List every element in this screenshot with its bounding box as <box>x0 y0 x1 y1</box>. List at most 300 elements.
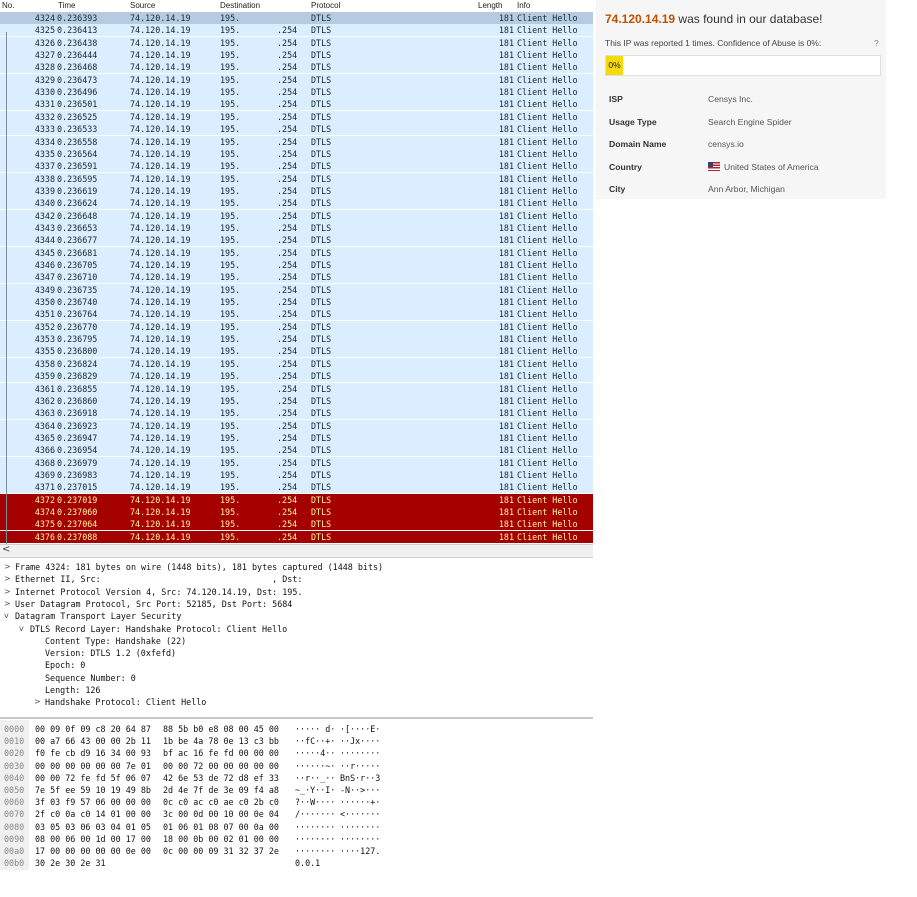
packet-cell-src: 74.120.14.19 <box>130 50 191 61</box>
packet-cell-len: 181 <box>498 37 514 48</box>
packet-row[interactable] <box>0 518 593 530</box>
packet-cell-len: 181 <box>498 383 514 394</box>
column-header-destination[interactable]: Destination <box>220 1 261 10</box>
packet-cell-proto: DTLS <box>311 235 332 246</box>
packet-cell-src: 74.120.14.19 <box>130 185 191 196</box>
column-header-info[interactable]: Info <box>517 1 531 10</box>
packet-cell-len: 181 <box>498 432 514 443</box>
packet-cell-info: Client Hello <box>517 198 578 209</box>
detail-tree-item[interactable] <box>0 647 593 659</box>
packet-row[interactable] <box>0 173 593 185</box>
detail-tree-item[interactable] <box>0 610 593 622</box>
hex-dump-hex1: 00 a7 66 43 00 00 2b 11 <box>35 736 151 747</box>
collapse-arrow-icon[interactable]: > <box>4 598 11 608</box>
expand-arrow-icon[interactable]: v <box>19 623 24 633</box>
packet-cell-info: Client Hello <box>517 420 578 431</box>
packet-cell-len: 181 <box>498 321 514 332</box>
packet-cell-time: 0.236764 <box>57 309 98 320</box>
packet-cell-len: 181 <box>498 309 514 320</box>
packet-cell-time: 0.237088 <box>57 531 98 542</box>
hex-dump-row[interactable] <box>0 821 593 833</box>
packet-cell-dst2: .254 <box>277 198 298 209</box>
packet-cell-dst: 195. <box>220 482 241 493</box>
hex-dump-row[interactable] <box>0 735 593 747</box>
packet-cell-len: 181 <box>498 210 514 221</box>
hex-dump-hex2: 42 6e 53 de 72 d8 ef 33 <box>163 772 279 783</box>
scroll-left-icon[interactable]: < <box>2 544 11 555</box>
packet-cell-dst: 195. <box>220 185 241 196</box>
packet-cell-dst: 195. <box>220 371 241 382</box>
detail-tree-item[interactable] <box>0 684 593 696</box>
packet-cell-dst: 195. <box>220 37 241 48</box>
abuse-detail-row <box>605 182 880 196</box>
packet-cell-no: 4350 <box>34 297 55 308</box>
column-header-source[interactable]: Source <box>130 1 156 10</box>
detail-tree-item[interactable] <box>0 623 593 635</box>
hex-dump-off: 0000 <box>4 724 25 734</box>
packet-cell-src: 74.120.14.19 <box>130 235 191 246</box>
packet-row[interactable] <box>0 148 593 160</box>
packet-cell-proto: DTLS <box>311 383 332 394</box>
packet-row[interactable] <box>0 407 593 419</box>
packet-cell-dst: 195. <box>220 62 241 73</box>
packet-cell-time: 0.236591 <box>57 161 98 172</box>
packet-cell-info: Client Hello <box>517 383 578 394</box>
packet-cell-dst: 195. <box>220 111 241 122</box>
hex-dump-asc1: ········ <box>295 821 336 832</box>
packet-cell-dst: 195. <box>220 13 241 23</box>
packet-cell-len: 181 <box>498 408 514 419</box>
collapse-arrow-icon[interactable]: > <box>4 574 11 584</box>
packet-cell-dst2: .254 <box>277 284 298 295</box>
packet-cell-info: Client Hello <box>517 50 578 61</box>
packet-cell-dst2: .254 <box>277 358 298 369</box>
packet-cell-src: 74.120.14.19 <box>130 260 191 270</box>
packet-cell-no: 4335 <box>34 148 55 159</box>
detail-text: Epoch: 0 <box>45 660 86 671</box>
packet-cell-proto: DTLS <box>311 173 332 184</box>
packet-cell-proto: DTLS <box>311 272 332 283</box>
hex-dump-hex2: 2d 4e 7f de 3e 09 f4 a8 <box>163 785 279 795</box>
packet-cell-dst2: .254 <box>277 235 298 246</box>
hex-dump-hex2: 88 5b b0 e8 08 00 45 00 <box>163 724 279 734</box>
packet-cell-proto: DTLS <box>311 198 332 209</box>
packet-cell-dst2: .254 <box>277 210 298 221</box>
packet-cell-len: 181 <box>498 136 514 147</box>
abuse-detail-value <box>708 137 744 151</box>
packet-cell-info: Client Hello <box>517 284 578 295</box>
hex-dump-asc2: -N··>··· <box>340 785 381 795</box>
packet-row[interactable] <box>0 12 593 24</box>
packet-cell-time: 0.236855 <box>57 383 98 394</box>
packet-cell-len: 181 <box>498 519 514 530</box>
packet-cell-proto: DTLS <box>311 519 332 530</box>
packet-list[interactable] <box>0 12 593 544</box>
packet-cell-dst2: .254 <box>277 272 298 283</box>
packet-cell-dst: 195. <box>220 395 241 406</box>
packet-row[interactable] <box>0 531 593 543</box>
packet-row[interactable] <box>0 222 593 234</box>
packet-cell-time: 0.236525 <box>57 111 98 122</box>
detail-tree-item[interactable] <box>0 586 593 598</box>
packet-cell-dst2: .254 <box>277 62 298 73</box>
packet-row[interactable] <box>0 358 593 370</box>
packet-cell-proto: DTLS <box>311 99 332 110</box>
hex-dump-row[interactable] <box>0 723 593 735</box>
packet-cell-no: 4346 <box>34 260 55 270</box>
column-header-protocol[interactable]: Protocol <box>311 1 341 10</box>
packet-row[interactable] <box>0 136 593 148</box>
packet-cell-len: 181 <box>498 346 514 357</box>
packet-cell-proto: DTLS <box>311 469 332 480</box>
packet-cell-time: 0.236829 <box>57 371 98 382</box>
packet-row[interactable] <box>0 160 593 172</box>
packet-cell-info: Client Hello <box>517 408 578 419</box>
packet-cell-len: 181 <box>498 371 514 382</box>
abuse-result-title <box>605 12 823 26</box>
packet-cell-dst2: .254 <box>277 519 298 530</box>
packet-cell-time: 0.236824 <box>57 358 98 369</box>
packet-cell-dst2: .254 <box>277 383 298 394</box>
packet-cell-src: 74.120.14.19 <box>130 99 191 110</box>
packet-cell-proto: DTLS <box>311 494 332 505</box>
packet-cell-no: 4332 <box>34 111 55 122</box>
help-icon[interactable]: ? <box>874 38 879 48</box>
packet-cell-proto: DTLS <box>311 111 332 122</box>
packet-cell-src: 74.120.14.19 <box>130 531 191 542</box>
packet-cell-src: 74.120.14.19 <box>130 198 191 209</box>
packet-row[interactable] <box>0 444 593 456</box>
packet-cell-src: 74.120.14.19 <box>130 13 191 23</box>
packet-cell-dst: 195. <box>220 173 241 184</box>
hex-dump-hex2: 3c 00 0d 00 10 00 0e 04 <box>163 809 279 820</box>
packet-cell-info: Client Hello <box>517 469 578 480</box>
abuse-detail-label: Country <box>609 161 642 172</box>
packet-cell-no: 4327 <box>34 50 55 61</box>
packet-row[interactable] <box>0 234 593 246</box>
abuse-detail-value <box>708 115 792 129</box>
packet-cell-src: 74.120.14.19 <box>130 284 191 295</box>
packet-cell-len: 181 <box>498 482 514 493</box>
packet-row[interactable] <box>0 259 593 271</box>
hex-dump-row[interactable] <box>0 857 593 869</box>
detail-tree-item[interactable] <box>0 561 593 573</box>
packet-cell-no: 4334 <box>34 136 55 147</box>
packet-row[interactable] <box>0 370 593 382</box>
packet-row[interactable] <box>0 308 593 320</box>
packet-cell-src: 74.120.14.19 <box>130 519 191 530</box>
packet-cell-dst: 195. <box>220 284 241 295</box>
pane-divider[interactable] <box>0 717 593 719</box>
packet-cell-time: 0.236860 <box>57 395 98 406</box>
hex-dump-row[interactable] <box>0 772 593 784</box>
packet-row[interactable] <box>0 506 593 518</box>
packet-row[interactable] <box>0 210 593 222</box>
packet-cell-len: 181 <box>498 457 514 468</box>
packet-details-pane[interactable] <box>0 561 593 711</box>
packet-row[interactable] <box>0 296 593 308</box>
confidence-bar-fill: 0% <box>606 56 623 75</box>
hex-dump-row[interactable] <box>0 833 593 845</box>
hex-dump-off: 0080 <box>4 821 25 832</box>
packet-row[interactable] <box>0 383 593 395</box>
packet-cell-info: Client Hello <box>517 445 578 456</box>
column-header-no[interactable]: No. <box>2 1 15 10</box>
packet-cell-dst: 195. <box>220 408 241 419</box>
packet-cell-dst2: .254 <box>277 25 298 36</box>
packet-cell-len: 181 <box>498 272 514 283</box>
detail-tree-item[interactable] <box>0 573 593 585</box>
packet-cell-src: 74.120.14.19 <box>130 445 191 456</box>
packet-cell-len: 181 <box>498 198 514 209</box>
detail-tree-item[interactable] <box>0 696 593 708</box>
packet-cell-time: 0.237060 <box>57 507 98 517</box>
packet-cell-info: Client Hello <box>517 432 578 443</box>
packet-row[interactable] <box>0 271 593 283</box>
packet-cell-dst2: .254 <box>277 148 298 159</box>
packet-row[interactable] <box>0 123 593 135</box>
packet-cell-dst: 195. <box>220 272 241 283</box>
packet-row[interactable] <box>0 197 593 209</box>
packet-cell-dst: 195. <box>220 247 241 258</box>
packet-cell-no: 4362 <box>34 395 55 406</box>
packet-cell-dst2: .254 <box>277 50 298 61</box>
horizontal-scrollbar[interactable] <box>0 544 593 558</box>
packet-cell-time: 0.236564 <box>57 148 98 159</box>
packet-cell-time: 0.236954 <box>57 445 98 456</box>
packet-cell-dst: 195. <box>220 297 241 308</box>
hex-dump-off: 0060 <box>4 797 25 808</box>
hex-dump-asc1: ········ <box>295 833 336 844</box>
packet-row[interactable] <box>0 469 593 481</box>
hex-dump-asc2: ········ <box>340 821 381 832</box>
packet-cell-len: 181 <box>498 334 514 345</box>
packet-cell-src: 74.120.14.19 <box>130 87 191 98</box>
packet-row[interactable] <box>0 185 593 197</box>
abuse-found-text: was found in our database! <box>675 12 823 26</box>
hex-dump-off: 0090 <box>4 833 25 844</box>
packet-cell-proto: DTLS <box>311 25 332 36</box>
packet-cell-no: 4337 <box>34 161 55 172</box>
packet-cell-time: 0.236496 <box>57 87 98 98</box>
packet-cell-dst2: .254 <box>277 87 298 98</box>
packet-cell-time: 0.236923 <box>57 420 98 431</box>
packet-row[interactable] <box>0 98 593 110</box>
packet-row[interactable] <box>0 284 593 296</box>
detail-text: Frame 4324: 181 bytes on wire (1448 bits), 181 bytes captured (1448 bits) <box>15 562 384 572</box>
packet-cell-dst: 195. <box>220 519 241 530</box>
hex-dump-hex1: 7e 5f ee 59 10 19 49 8b <box>35 785 151 795</box>
packet-cell-len: 181 <box>498 161 514 172</box>
packet-cell-dst: 195. <box>220 507 241 517</box>
packet-row[interactable] <box>0 457 593 469</box>
packet-cell-len: 181 <box>498 297 514 308</box>
packet-cell-dst: 195. <box>220 148 241 159</box>
packet-cell-len: 181 <box>498 185 514 196</box>
packet-row[interactable] <box>0 49 593 61</box>
packet-row[interactable] <box>0 494 593 506</box>
packet-cell-dst: 195. <box>220 74 241 85</box>
packet-cell-dst: 195. <box>220 432 241 443</box>
packet-cell-info: Client Hello <box>517 457 578 468</box>
packet-cell-time: 0.236947 <box>57 432 98 443</box>
packet-cell-dst2: .254 <box>277 334 298 345</box>
packet-row[interactable] <box>0 111 593 123</box>
packet-row[interactable] <box>0 247 593 259</box>
hex-dump-hex2: 18 00 0b 00 02 01 00 00 <box>163 833 279 844</box>
hex-dump-hex1: 08 00 06 00 1d 00 17 00 <box>35 833 151 844</box>
packet-bytes-pane[interactable] <box>0 720 593 870</box>
packet-cell-no: 4344 <box>34 235 55 246</box>
packet-cell-proto: DTLS <box>311 247 332 258</box>
packet-cell-len: 181 <box>498 111 514 122</box>
packet-row[interactable] <box>0 24 593 36</box>
packet-cell-no: 4358 <box>34 358 55 369</box>
expand-arrow-icon[interactable]: v <box>4 611 9 621</box>
abuse-ip-address[interactable]: 74.120.14.19 <box>605 12 676 26</box>
packet-cell-time: 0.236619 <box>57 185 98 196</box>
collapse-arrow-icon[interactable]: > <box>4 586 11 596</box>
packet-cell-info: Client Hello <box>517 494 578 505</box>
hex-dump-asc2: ··r····· <box>340 760 381 771</box>
hex-dump-off: 0040 <box>4 772 25 783</box>
packet-cell-proto: DTLS <box>311 395 332 406</box>
packet-cell-src: 74.120.14.19 <box>130 111 191 122</box>
packet-cell-dst2: .254 <box>277 371 298 382</box>
packet-cell-no: 4366 <box>34 445 55 456</box>
packet-cell-time: 0.236624 <box>57 198 98 209</box>
hex-dump-asc1: ····· d· <box>295 724 336 734</box>
packet-cell-dst2: .254 <box>277 420 298 431</box>
packet-cell-len: 181 <box>498 50 514 61</box>
packet-row[interactable] <box>0 37 593 49</box>
packet-cell-proto: DTLS <box>311 482 332 493</box>
hex-dump-off: 0070 <box>4 809 25 820</box>
detail-tree-item[interactable] <box>0 635 593 647</box>
packet-cell-info: Client Hello <box>517 136 578 147</box>
packet-cell-info: Client Hello <box>517 260 578 270</box>
packet-cell-info: Client Hello <box>517 111 578 122</box>
packet-cell-dst2: .254 <box>277 321 298 332</box>
hex-dump-row[interactable] <box>0 784 593 796</box>
abuse-report-summary: This IP was reported 1 times. Confidence of Abuse is 0%: <box>605 38 822 48</box>
hex-dump-row[interactable] <box>0 796 593 808</box>
packet-cell-src: 74.120.14.19 <box>130 297 191 308</box>
hex-dump-hex1: 2f c0 0a c0 14 01 00 00 <box>35 809 151 820</box>
packet-row[interactable] <box>0 395 593 407</box>
packet-cell-dst: 195. <box>220 198 241 209</box>
hex-dump-hex1: 3f 03 f9 57 06 00 00 00 <box>35 797 151 808</box>
packet-row[interactable] <box>0 345 593 357</box>
packet-row[interactable] <box>0 333 593 345</box>
packet-row[interactable] <box>0 432 593 444</box>
packet-row[interactable] <box>0 481 593 493</box>
confidence-bar <box>605 55 881 76</box>
hex-dump-asc1: ·····4·· <box>295 748 336 759</box>
packet-cell-src: 74.120.14.19 <box>130 272 191 283</box>
packet-cell-dst2: .254 <box>277 37 298 48</box>
packet-cell-info: Client Hello <box>517 334 578 345</box>
packet-row[interactable] <box>0 74 593 86</box>
packet-cell-len: 181 <box>498 469 514 480</box>
hex-dump-hex2: 01 06 01 08 07 00 0a 00 <box>163 821 279 832</box>
packet-cell-src: 74.120.14.19 <box>130 408 191 419</box>
abuse-detail-value-text: Search Engine Spider <box>708 116 792 127</box>
hex-dump-hex1: 00 09 0f 09 c8 20 64 87 <box>35 724 151 734</box>
packet-cell-proto: DTLS <box>311 507 332 517</box>
packet-cell-src: 74.120.14.19 <box>130 432 191 443</box>
packet-cell-dst2: .254 <box>277 346 298 357</box>
hex-dump-row[interactable] <box>0 808 593 820</box>
collapse-arrow-icon[interactable]: > <box>34 697 41 707</box>
packet-cell-src: 74.120.14.19 <box>130 321 191 332</box>
detail-text: Length: 126 <box>45 685 101 695</box>
column-header-time[interactable]: Time <box>58 1 76 10</box>
detail-text: Internet Protocol Version 4, Src: 74.120.14.19, Dst: 195. <box>15 586 303 597</box>
packet-cell-dst: 195. <box>220 358 241 369</box>
packet-cell-len: 181 <box>498 531 514 542</box>
packet-cell-time: 0.236653 <box>57 222 98 233</box>
packet-row[interactable] <box>0 61 593 73</box>
packet-cell-info: Client Hello <box>517 124 578 135</box>
packet-cell-info: Client Hello <box>517 321 578 332</box>
detail-tree-item[interactable] <box>0 672 593 684</box>
packet-cell-src: 74.120.14.19 <box>130 383 191 394</box>
packet-cell-info: Client Hello <box>517 531 578 542</box>
collapse-arrow-icon[interactable]: > <box>4 562 11 571</box>
hex-dump-hex1: f0 fe cb d9 16 34 00 93 <box>35 748 151 759</box>
packet-cell-dst2: .254 <box>277 111 298 122</box>
packet-cell-info: Client Hello <box>517 507 578 517</box>
abuse-detail-row <box>605 92 880 106</box>
packet-cell-dst2: .254 <box>277 309 298 320</box>
hex-dump-hex2: 0c c0 ac c0 ae c0 2b c0 <box>163 797 279 808</box>
packet-row[interactable] <box>0 321 593 333</box>
packet-cell-dst: 195. <box>220 210 241 221</box>
packet-cell-src: 74.120.14.19 <box>130 148 191 159</box>
hex-dump-row[interactable] <box>0 760 593 772</box>
packet-cell-time: 0.236558 <box>57 136 98 147</box>
hex-dump-row[interactable] <box>0 747 593 759</box>
packet-row[interactable] <box>0 420 593 432</box>
packet-cell-src: 74.120.14.19 <box>130 309 191 320</box>
abuse-detail-label: Domain Name <box>609 139 667 149</box>
packet-cell-dst2: .254 <box>277 469 298 480</box>
packet-cell-dst: 195. <box>220 260 241 270</box>
hex-dump-asc2: ······+· <box>340 797 381 808</box>
abuseipdb-panel <box>596 0 886 199</box>
packet-cell-proto: DTLS <box>311 62 332 73</box>
packet-cell-src: 74.120.14.19 <box>130 136 191 147</box>
packet-cell-dst: 195. <box>220 469 241 480</box>
detail-tree-item[interactable] <box>0 598 593 610</box>
packet-cell-src: 74.120.14.19 <box>130 210 191 221</box>
packet-cell-info: Client Hello <box>517 346 578 357</box>
packet-cell-src: 74.120.14.19 <box>130 334 191 345</box>
packet-cell-len: 181 <box>498 222 514 233</box>
packet-cell-info: Client Hello <box>517 37 578 48</box>
packet-cell-time: 0.236681 <box>57 247 98 258</box>
packet-row[interactable] <box>0 86 593 98</box>
packet-cell-no: 4328 <box>34 62 55 73</box>
hex-dump-row[interactable] <box>0 845 593 857</box>
packet-cell-time: 0.236979 <box>57 457 98 468</box>
packet-cell-time: 0.237015 <box>57 482 98 493</box>
column-header-length[interactable]: Length <box>478 1 503 10</box>
detail-tree-item[interactable] <box>0 659 593 671</box>
packet-cell-no: 4349 <box>34 284 55 295</box>
packet-cell-time: 0.236501 <box>57 99 98 110</box>
